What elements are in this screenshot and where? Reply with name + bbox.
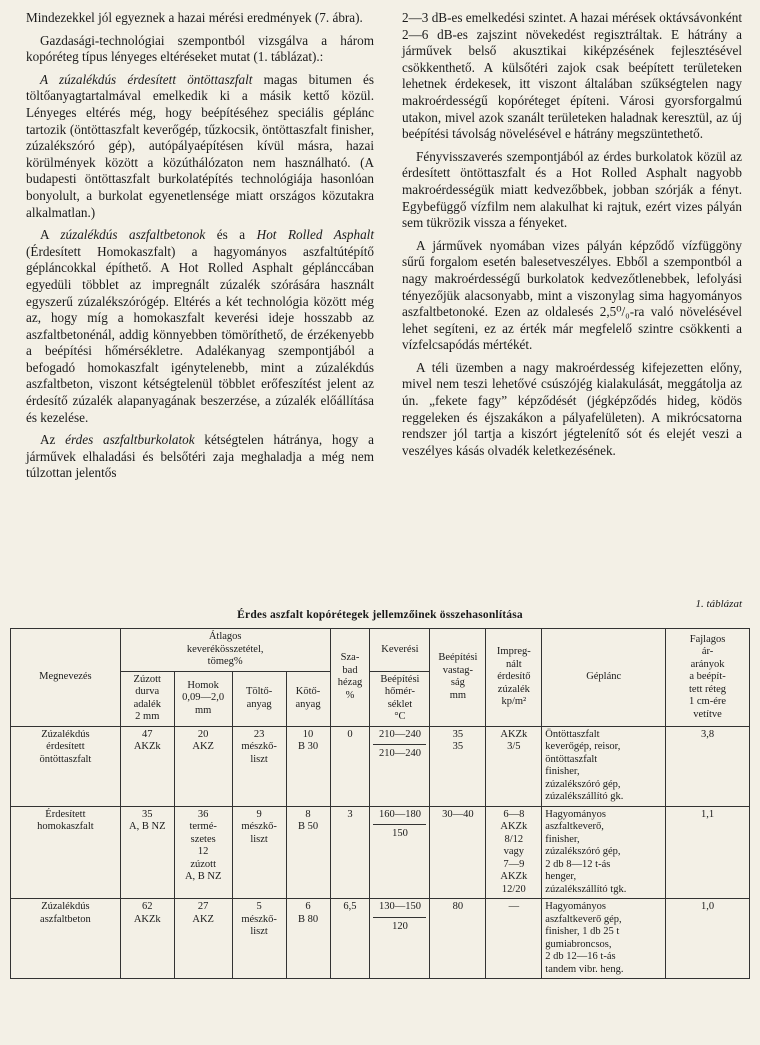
laying-temp: 120 (373, 917, 426, 934)
cell-filler: 23 mészkő- liszt (232, 726, 286, 806)
left-paragraph: A zúzalékdús érdesített öntöttaszfalt magas bitumen és töltőanyagtartalmával emelkedik ki a másik kettő közül. Lényeges eltérés még, hogy beépítéséhez speciális géplánc tartozik (öntöttaszfalt keverőgép, tűzkocsik, öntöttaszfalt finisher, zúzalékszóró gép), autópályaépítésen kívül másra, hazai körülmények között a közúthálózaton nem használható. (A budapesti öntöttaszfalt burkolatépítés technológiája hasonlóan bonyolult, a burkolat egyenetlensége miatt országos közutakra alkalmatlan.) (26, 71, 374, 220)
table-label: 1. táblázat (695, 598, 742, 610)
header-impregnated: Impreg- nált érdesítő zúzalék kp/m² (486, 629, 542, 727)
header-mixing: Keverési (370, 629, 430, 672)
table-row (11, 899, 750, 979)
header-void: Sza- bad hézag % (330, 629, 370, 727)
laying-temp: 150 (373, 824, 426, 841)
cell-name: Zúzalékdús érdesített öntöttaszfalt (11, 726, 121, 806)
cell-void: 3 (330, 806, 370, 899)
table-title: Érdes aszfalt kopórétegek jellemzőinek összehasonlítása (237, 609, 523, 621)
cell-plant: Hagyományos aszfaltkeverő gép, finisher, 1 db 25 t gumiabroncsos, 2 db 12—16 t-ás tandem vibr. heng. (542, 899, 666, 979)
cell-temps (370, 806, 430, 899)
cell-filler: 9 mészkő- liszt (232, 806, 286, 899)
cell-thickness: 35 35 (430, 726, 486, 806)
mixing-temp: 130—150 (378, 901, 421, 912)
cell-binder: 10 B 30 (286, 726, 330, 806)
cell-thickness: 30—40 (430, 806, 486, 899)
left-text-column (26, 10, 374, 488)
cell-plant: Öntöttaszfalt keverőgép, reisor, öntöttaszfalt finisher, zúzalékszóró gép, zúzalékszállító gk. (542, 726, 666, 806)
header-binder: Kötő- anyag (286, 671, 330, 726)
left-paragraph: A zúzalékdús aszfaltbetonok és a Hot Rolled Asphalt (Érdesített Homokaszfalt) a hagyományos aszfaltútépítő gépláncokkal építhető. A Hot Rolled Asphalt géplánccában egyedüli többlet az impregnált zúzalék szórására használt egyszerű zúzalékszórógép. Eltérés a két technológia között még az, hogy míg a homokaszfalt keverési ideje hosszabb az aszfaltbetonénál, addig könnyebben tömöríthető, de érzékenyebb a beépítési hőmérsékletre. Adalékanyag szempontjából a befogadó homokaszfalt igénytelenebb, mint a zúzalékdús aszfaltbeton, viszont kétségtelenül többlet erőfeszítést jelent az érdesítő zúzalék alapanyagának beszerzése, a zúzalék előállítása és kezelése. (26, 227, 375, 425)
cell-temps (370, 726, 430, 806)
cell-sand: 20 AKZ (174, 726, 232, 806)
header-thickness: Beépítési vastag- ság mm (430, 629, 486, 727)
right-paragraph: A téli üzemben a nagy makroérdesség kifejezetten előny, mivel nem teszi lehetővé csúszójég kialakulását, meggátolja az ún. „fekete fagy” képződését (jégképződés hideg, ködös reggeleken és éjszakákon a pályafelületen). A mikrócsatorna rendszer jól tartja a kiszórt jégtelenítő sót és elejét veszi a veszélyes kásás olvadék keletkezésének. (402, 359, 742, 458)
cell-name: Érdesített homokaszfalt (11, 806, 121, 899)
left-paragraph: Gazdasági-technológiai szempontból vizsgálva a három kopóréteg típus lényeges eltéréseket mutat (1. táblázat).: (26, 32, 374, 65)
mixing-temp: 210—240 (378, 728, 421, 740)
cell-stone: 35 A, B NZ (120, 806, 174, 899)
cell-cost: 3,8 (666, 726, 750, 806)
cell-plant: Hagyományos aszfaltkeverő, finisher, zúzalékszóró gép, 2 db 8—12 t-ás henger, zúzalékszállító tgk. (542, 806, 666, 899)
table-row (11, 726, 750, 806)
header-plant: Géplánc (542, 629, 666, 727)
cell-thickness: 80 (430, 899, 486, 979)
cell-impregnated: AKZk 3/5 (486, 726, 542, 806)
header-avg-composition: Átlagos keverékösszetétel, tömeg% (120, 629, 330, 672)
cell-cost: 1,1 (666, 806, 750, 899)
left-paragraph: Mindezekkel jól egyeznek a hazai mérési eredmények (7. ábra). (26, 10, 363, 25)
header-name: Megnevezés (11, 629, 121, 727)
cell-sand: 36 termé- szetes 12 zúzott A, B NZ (174, 806, 232, 899)
cell-name: Zúzalékdús aszfaltbeton (11, 899, 121, 979)
cell-impregnated: — (486, 899, 542, 979)
cell-cost: 1,0 (666, 899, 750, 979)
laying-temp: 210—240 (373, 744, 426, 761)
header-filler: Töltő- anyag (232, 671, 286, 726)
right-paragraph: 2—3 dB-es emelkedési szintet. A hazai mérések oktávsávonként 2—6 dB-es zajszint növekedést regisztráltak. E hátrány a járművek belső akusztikai kiképzésének fejlesztésével csökkenthető. A külsőtéri zajok csak beépített területeken lehetnek érdekesek, itt viszont általában szűkségtelen nagy makroérdességű kopóréteget építeni. Városi gyorsforgalmú utakon, mivel azok szanált területeken haladnak keresztül, az új beépítési távolság növelésével e hátrány megszüntethető. (402, 10, 742, 142)
cell-impregnated: 6—8 AKZk 8/12 vagy 7—9 AKZk 12/20 (486, 806, 542, 899)
mixing-temp: 160—180 (378, 808, 421, 820)
right-text-column (402, 10, 742, 465)
header-laying-temp: Beépítési hőmér- séklet °C (370, 671, 430, 726)
header-cost: Fajlagos ár- arányok a beépít- tett réteg 1 cm-ére vetítve (666, 629, 750, 727)
cell-sand: 27 AKZ (174, 899, 232, 979)
cell-void: 0 (330, 726, 370, 806)
table-row (11, 806, 750, 899)
cell-void: 6,5 (330, 899, 370, 979)
header-stone: Zúzott durva adalék 2 mm (120, 671, 174, 726)
cell-stone: 47 AKZk (120, 726, 174, 806)
cell-stone: 62 AKZk (120, 899, 174, 979)
right-paragraph: A járművek nyomában vizes pályán képződő vízfüggöny sűrű forgalom esetén balesetveszélyes. Ebből a szempontból a nagy makroérdességű burkolatok kedvezőtlenebbek, lefolyási tényezőjük alacsonyabb, mint a viszonylag sima hagyományos aszfaltbetonoké. Ezen az oldalesés 2,5⁰/₀-ra való növelésével lehet segíteni, ez az érték már megfelelő szintre csökkenti a vízfelcsapódás mértékét. (402, 237, 742, 353)
cell-filler: 5 mészkő- liszt (232, 899, 286, 979)
left-paragraph: Az érdes aszfaltburkolatok kétségtelen hátránya, hogy a járművek elhaladási és belsőtéri zaja meghaladja a még nem túlzottan jelentős (26, 432, 374, 481)
comparison-table (10, 628, 750, 979)
cell-binder: 8 B 50 (286, 806, 330, 899)
header-sand: Homok 0,09—2,0 mm (174, 671, 232, 726)
cell-binder: 6 B 80 (286, 899, 330, 979)
right-paragraph: Fényvisszaverés szempontjából az érdes burkolatok közül az érdesített öntöttaszfalt és a Hot Rolled Asphalt nagyobb makroérdességük miatt kedvezőbbek, jobban szórják a fényt. Egybefüggő vízfilm nem alakulhat ki rajtuk, ezért vizes pályán sem tükrözik vissza a fényeket. (402, 148, 742, 231)
cell-temps (370, 899, 430, 979)
